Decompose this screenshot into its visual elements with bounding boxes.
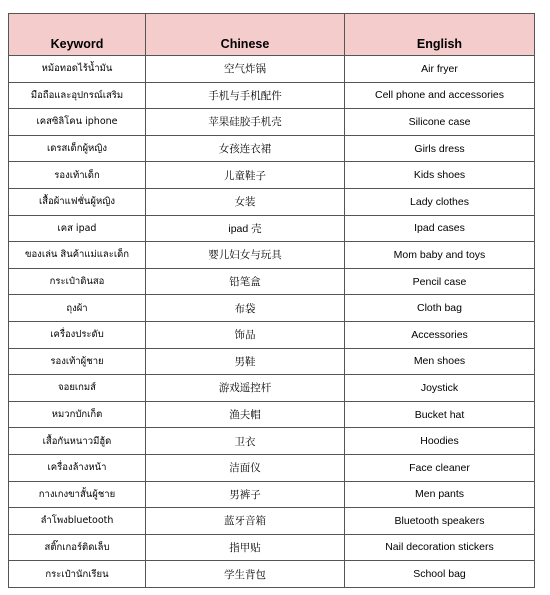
chinese-cell: 铅笔盒: [146, 268, 345, 295]
english-cell: Cell phone and accessories: [345, 82, 535, 109]
chinese-cell: 卫衣: [146, 428, 345, 455]
table-row: [9, 242, 535, 269]
english-cell: Bucket hat: [345, 401, 535, 428]
keyword-cell: ลำโพงbluetooth: [9, 508, 146, 535]
table-row: [9, 508, 535, 535]
chinese-cell: 苹果硅胶手机壳: [146, 109, 345, 136]
keyword-cell: เดรสเด็กผู้หญิง: [9, 135, 146, 162]
keyword-cell: กางเกงขาสั้นผู้ชาย: [9, 481, 146, 508]
table-row: [9, 428, 535, 455]
keyword-cell: หมวกบักเก็ต: [9, 401, 146, 428]
english-cell: Air fryer: [345, 56, 535, 83]
table-row: [9, 56, 535, 83]
chinese-cell: 蓝牙音箱: [146, 508, 345, 535]
table-row: [9, 188, 535, 215]
chinese-cell: 儿童鞋子: [146, 162, 345, 189]
keyword-table: [8, 13, 535, 588]
keyword-cell: ถุงผ้า: [9, 295, 146, 322]
table-row: [9, 162, 535, 189]
table-row: [9, 348, 535, 375]
english-cell: Silicone case: [345, 109, 535, 136]
chinese-cell: 女孩连衣裙: [146, 135, 345, 162]
english-cell: Ipad cases: [345, 215, 535, 242]
english-cell: Men pants: [345, 481, 535, 508]
keyword-cell: กระเป๋านักเรียน: [9, 561, 146, 588]
keyword-cell: เคสซิลิโคน iphone: [9, 109, 146, 136]
keyword-cell: สติ๊กเกอร์ติดเล็บ: [9, 534, 146, 561]
header-row: [9, 14, 535, 56]
english-cell: Hoodies: [345, 428, 535, 455]
keyword-cell: จอยเกมส์: [9, 375, 146, 402]
chinese-cell: 饰品: [146, 321, 345, 348]
keyword-cell: มือถือและอุปกรณ์เสริม: [9, 82, 146, 109]
chinese-cell: 指甲贴: [146, 534, 345, 561]
header-english: English: [345, 14, 535, 56]
chinese-cell: 手机与手机配件: [146, 82, 345, 109]
table-row: [9, 401, 535, 428]
chinese-cell: 渔夫帽: [146, 401, 345, 428]
keyword-cell: เคส ipad: [9, 215, 146, 242]
keyword-cell: ของเล่น สินค้าแม่และเด็ก: [9, 242, 146, 269]
chinese-cell: 布袋: [146, 295, 345, 322]
chinese-cell: 男鞋: [146, 348, 345, 375]
keyword-cell: รองเท้าผู้ชาย: [9, 348, 146, 375]
table-row: [9, 135, 535, 162]
chinese-cell: 女装: [146, 188, 345, 215]
english-cell: Accessories: [345, 321, 535, 348]
table-row: [9, 215, 535, 242]
table-row: [9, 454, 535, 481]
table-row: [9, 561, 535, 588]
chinese-cell: 男裤子: [146, 481, 345, 508]
keyword-cell: เครื่องประดับ: [9, 321, 146, 348]
english-cell: Girls dress: [345, 135, 535, 162]
header-keyword: Keyword: [9, 14, 146, 56]
english-cell: Kids shoes: [345, 162, 535, 189]
english-cell: School bag: [345, 561, 535, 588]
english-cell: Lady clothes: [345, 188, 535, 215]
english-cell: Cloth bag: [345, 295, 535, 322]
chinese-cell: ipad 壳: [146, 215, 345, 242]
english-cell: Bluetooth speakers: [345, 508, 535, 535]
table-row: [9, 375, 535, 402]
keyword-cell: เสื้อผ้าแฟชั่นผู้หญิง: [9, 188, 146, 215]
table-row: [9, 481, 535, 508]
chinese-cell: 游戏遥控杆: [146, 375, 345, 402]
english-cell: Mom baby and toys: [345, 242, 535, 269]
header-chinese: Chinese: [146, 14, 345, 56]
chinese-cell: 婴儿妇女与玩具: [146, 242, 345, 269]
chinese-cell: 洁面仪: [146, 454, 345, 481]
keyword-cell: หม้อทอดไร้น้ำมัน: [9, 56, 146, 83]
english-cell: Joystick: [345, 375, 535, 402]
table-row: [9, 82, 535, 109]
english-cell: Nail decoration stickers: [345, 534, 535, 561]
table-row: [9, 534, 535, 561]
keyword-cell: รองเท้าเด็ก: [9, 162, 146, 189]
english-cell: Men shoes: [345, 348, 535, 375]
chinese-cell: 空气炸锅: [146, 56, 345, 83]
table-row: [9, 321, 535, 348]
table-body: [9, 56, 535, 588]
table-row: [9, 109, 535, 136]
keyword-cell: เสื้อกันหนาวมีฮู้ด: [9, 428, 146, 455]
english-cell: Pencil case: [345, 268, 535, 295]
keyword-cell: กระเป๋าดินสอ: [9, 268, 146, 295]
table-row: [9, 268, 535, 295]
keyword-cell: เครื่องล้างหน้า: [9, 454, 146, 481]
table-row: [9, 295, 535, 322]
english-cell: Face cleaner: [345, 454, 535, 481]
chinese-cell: 学生背包: [146, 561, 345, 588]
